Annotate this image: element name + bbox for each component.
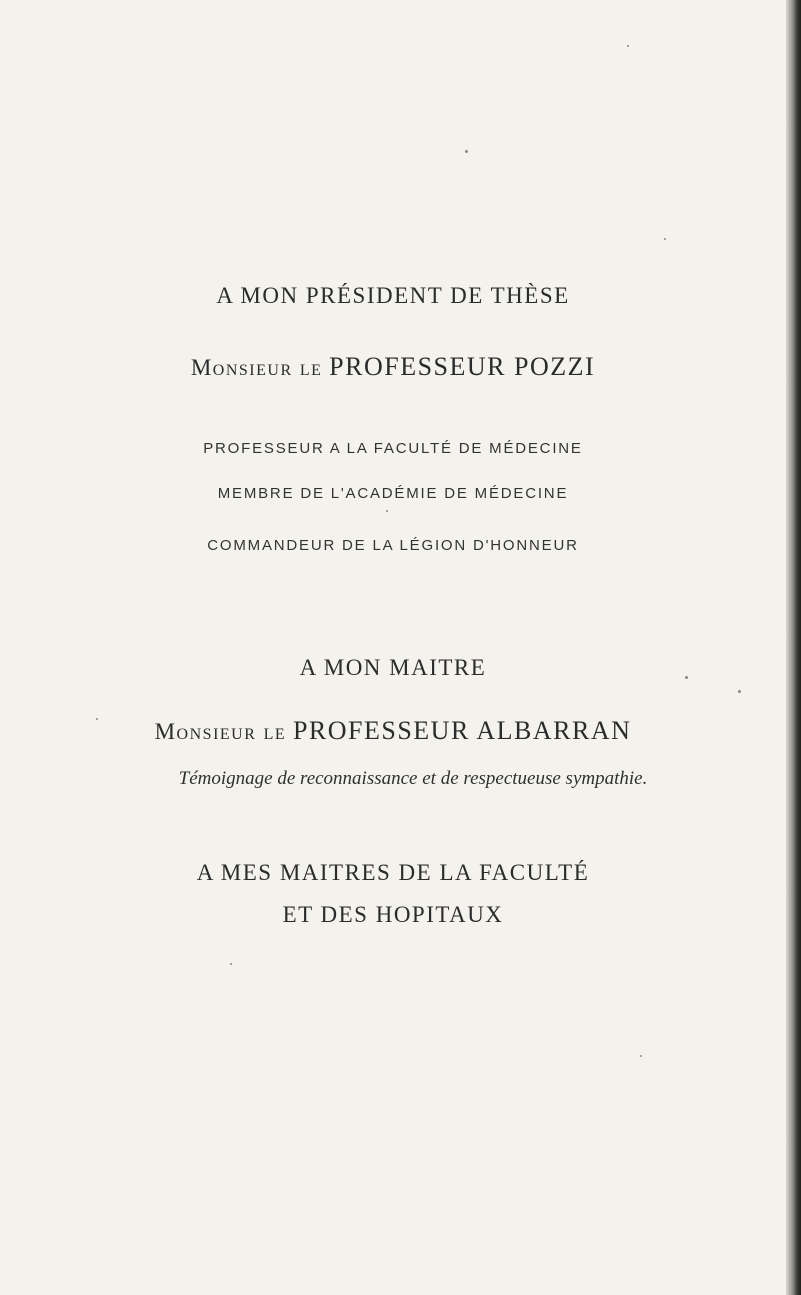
name-pozzi: PROFESSEUR POZZI bbox=[329, 352, 596, 381]
dedication-heading-maitres: A MES MAITRES DE LA FACULTÉ bbox=[196, 860, 590, 885]
dedication-heading-president: A MON PRÉSIDENT DE THÈSE bbox=[216, 283, 570, 308]
tribute-text: Témoignage de reconnaissance et de respectueuse sympathie. bbox=[178, 768, 648, 789]
title-membre: MEMBRE DE L'ACADÉMIE DE MÉDECINE bbox=[217, 485, 569, 502]
name-albarran: PROFESSEUR ALBARRAN bbox=[292, 716, 632, 745]
title-commandeur: COMMANDEUR DE LA LÉGION D'HONNEUR bbox=[207, 537, 579, 554]
dedication-heading-hopitaux: ET DES HOPITAUX bbox=[282, 902, 504, 927]
honorific-albarran: Monsieur le bbox=[154, 719, 287, 744]
page-edge-shadow bbox=[786, 0, 801, 1295]
dedicatee-pozzi bbox=[0, 352, 786, 382]
title-professeur: PROFESSEUR A LA FACULTÉ DE MÉDECINE bbox=[203, 440, 583, 457]
dedication-heading-maitre: A MON MAITRE bbox=[299, 655, 487, 680]
honorific-pozzi: Monsieur le bbox=[190, 355, 323, 380]
dedicatee-albarran bbox=[0, 716, 786, 746]
